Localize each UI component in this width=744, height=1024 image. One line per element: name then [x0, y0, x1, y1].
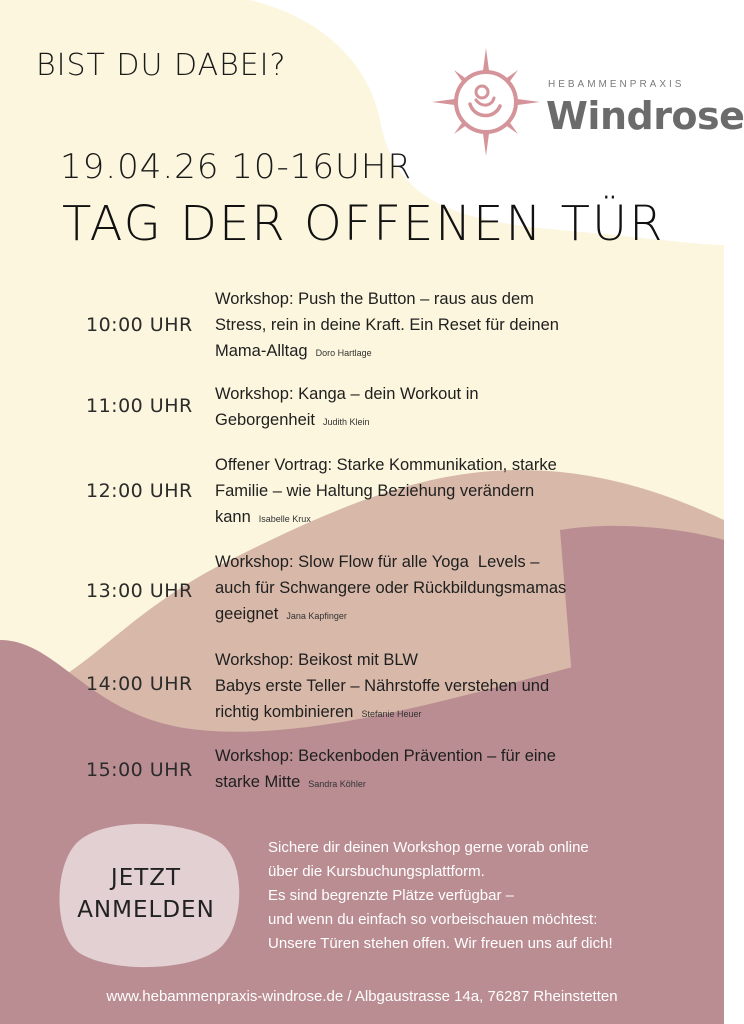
slot-line: richtig kombinieren	[215, 703, 354, 721]
slot-line: Workshop: Kanga – dein Workout in	[215, 385, 479, 403]
slot-time: 13:00 UHR	[86, 580, 193, 602]
slot-line: Mama-Alltag	[215, 342, 308, 360]
slot-line: Workshop: Beckenboden Prävention – für eine	[215, 747, 556, 765]
slot-time: 12:00 UHR	[86, 480, 193, 502]
slot-speaker: Judith Klein	[323, 417, 370, 427]
slot-line: auch für Schwangere oder Rückbildungsmamas	[215, 579, 567, 597]
slot-line-last	[215, 769, 605, 797]
slot-line-last	[215, 338, 605, 366]
brand-subtitle: HEBAMMENPRAXIS	[548, 79, 685, 90]
slot-line-last	[215, 601, 605, 629]
slot-line: Workshop: Beikost mit BLW	[215, 651, 418, 669]
slot-time: 15:00 UHR	[86, 759, 193, 781]
slot-line-last	[215, 504, 605, 532]
slot-line: Workshop: Push the Button – raus aus dem	[215, 290, 534, 308]
slot-time: 14:00 UHR	[86, 673, 193, 695]
slot-speaker: Stefanie Heuer	[361, 709, 422, 719]
slot-speaker: Doro Hartlage	[315, 348, 372, 358]
event-datetime: 19.04.26 10-16UHR	[60, 147, 413, 187]
info-line: Sichere dir deinen Workshop gerne vorab online	[268, 839, 589, 856]
slot-line: geeignet	[215, 605, 279, 623]
slot-line: Stress, rein in deine Kraft. Ein Reset für deinen	[215, 316, 559, 334]
info-line: Es sind begrenzte Plätze verfügbar –	[268, 887, 514, 904]
slot-description	[215, 743, 605, 797]
slot-description	[215, 286, 605, 366]
cta-line: ANMELDEN	[77, 897, 215, 923]
signup-button-label[interactable]	[50, 862, 242, 926]
slot-line: Familie – wie Haltung Beziehung verändern	[215, 482, 535, 500]
slot-time: 11:00 UHR	[86, 395, 193, 417]
slot-speaker: Isabelle Krux	[258, 514, 311, 524]
slot-description	[215, 647, 605, 727]
slot-description	[215, 549, 605, 629]
slot-line: Offener Vortrag: Starke Kommunikation, starke	[215, 456, 557, 474]
headline: BIST DU DABEI?	[36, 48, 287, 83]
slot-description	[215, 381, 605, 435]
info-line: und wenn du einfach so vorbeischauen möchtest:	[268, 911, 598, 928]
slot-line: Workshop: Slow Flow für alle Yoga Levels –	[215, 553, 540, 571]
slot-line: Geborgenheit	[215, 411, 315, 429]
slot-description	[215, 452, 605, 532]
slot-line: starke Mitte	[215, 773, 301, 791]
slot-line-last	[215, 699, 605, 727]
slot-line: Babys erste Teller – Nährstoffe verstehen und	[215, 677, 550, 695]
slot-line: kann	[215, 508, 251, 526]
slot-speaker: Sandra Köhler	[308, 779, 366, 789]
slot-line-last	[215, 407, 605, 435]
footer-address: www.hebammenpraxis-windrose.de / Albgaustrasse 14a, 76287 Rheinstetten	[106, 988, 618, 1005]
cta-line: JETZT	[110, 865, 182, 891]
info-line: Unsere Türen stehen offen. Wir freuen uns auf dich!	[268, 935, 613, 952]
windrose-logo-icon	[432, 48, 540, 156]
slot-time: 10:00 UHR	[86, 314, 193, 336]
slot-speaker: Jana Kapfinger	[286, 611, 347, 621]
info-text	[268, 836, 688, 956]
info-line: über die Kursbuchungsplattform.	[268, 863, 485, 880]
brand-name: Windrose	[546, 94, 744, 138]
event-title: TAG DER OFFENEN TÜR	[62, 196, 665, 252]
